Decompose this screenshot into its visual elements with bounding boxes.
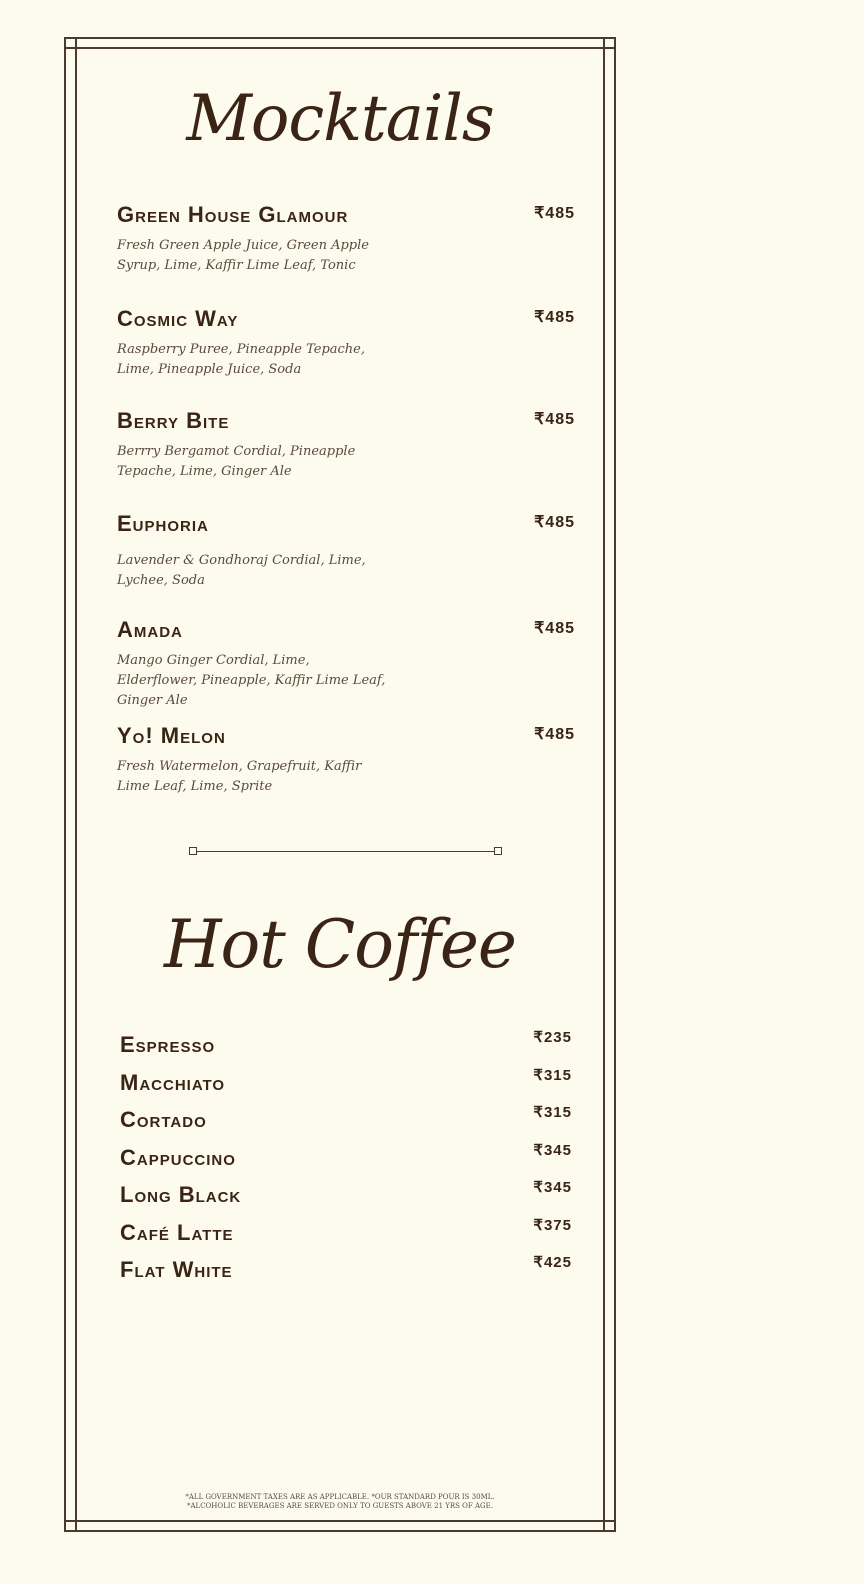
menu-item [117, 723, 575, 797]
item-description: Fresh Watermelon, Grapefruit, Kaffir Lime Leaf, Lime, Sprite [117, 759, 362, 794]
item-name: Café Latte [120, 1220, 234, 1245]
menu-item [120, 1104, 572, 1137]
item-price: ₹485 [534, 620, 575, 637]
menu-item [120, 1254, 572, 1287]
item-name: Espresso [120, 1032, 216, 1057]
menu-item [120, 1029, 572, 1062]
item-name: Macchiato [120, 1070, 226, 1095]
divider-end-right [494, 847, 502, 855]
item-name: Euphoria [117, 511, 209, 536]
menu-item [117, 511, 575, 591]
item-name: Long Black [120, 1182, 242, 1207]
item-price: ₹485 [534, 514, 575, 531]
item-name: Yo! Melon [117, 723, 226, 748]
menu-item [117, 202, 575, 276]
section-title-mocktails: Mocktails [186, 82, 494, 156]
item-name: Cappuccino [120, 1145, 236, 1170]
menu-item [117, 306, 575, 380]
item-price: ₹235 [533, 1029, 572, 1046]
item-description: Raspberry Puree, Pineapple Tepache, Lime, Pineapple Juice, Soda [117, 342, 365, 377]
item-name: Green House Glamour [117, 202, 349, 227]
menu-item [120, 1179, 572, 1212]
item-price: ₹485 [534, 309, 575, 326]
item-name: Amada [117, 617, 183, 642]
item-description: Berrry Bergamot Cordial, Pineapple Tepache, Lime, Ginger Ale [117, 444, 356, 479]
item-name: Cortado [120, 1107, 207, 1132]
item-name: Flat White [120, 1257, 233, 1282]
divider-end-left [189, 847, 197, 855]
menu-item [117, 617, 575, 711]
footnote [75, 1493, 605, 1511]
item-description: Mango Ginger Cordial, Lime, Elderflower, Pineapple, Kaffir Lime Leaf, Ginger Ale [117, 653, 386, 708]
section-divider [191, 851, 500, 852]
item-price: ₹345 [533, 1142, 572, 1159]
item-price: ₹485 [534, 726, 575, 743]
item-description: Lavender & Gondhoraj Cordial, Lime, Lychee, Soda [117, 553, 366, 588]
item-price: ₹485 [534, 411, 575, 428]
footnote-line-1: *ALL GOVERNMENT TAXES ARE AS APPLICABLE. *OUR STANDARD POUR IS 30ML. [185, 1493, 495, 1501]
item-price: ₹315 [533, 1104, 572, 1121]
menu-item [120, 1067, 572, 1100]
menu-item [120, 1142, 572, 1175]
item-price: ₹315 [533, 1067, 572, 1084]
frame-top-rule [64, 47, 616, 49]
item-name: Cosmic Way [117, 306, 239, 331]
item-price: ₹485 [534, 205, 575, 222]
footnote-line-2: *ALCOHOLIC BEVERAGES ARE SERVED ONLY TO GUESTS ABOVE 21 YRS OF AGE. [186, 1502, 493, 1510]
frame-bottom-rule [64, 1520, 616, 1522]
menu-item [117, 408, 575, 482]
item-price: ₹375 [533, 1217, 572, 1234]
item-price: ₹425 [533, 1254, 572, 1271]
item-name: Berry Bite [117, 408, 230, 433]
item-price: ₹345 [533, 1179, 572, 1196]
menu-item [120, 1217, 572, 1250]
item-description: Fresh Green Apple Juice, Green Apple Syrup, Lime, Kaffir Lime Leaf, Tonic [117, 238, 369, 273]
section-title-hot-coffee: Hot Coffee [163, 906, 516, 983]
